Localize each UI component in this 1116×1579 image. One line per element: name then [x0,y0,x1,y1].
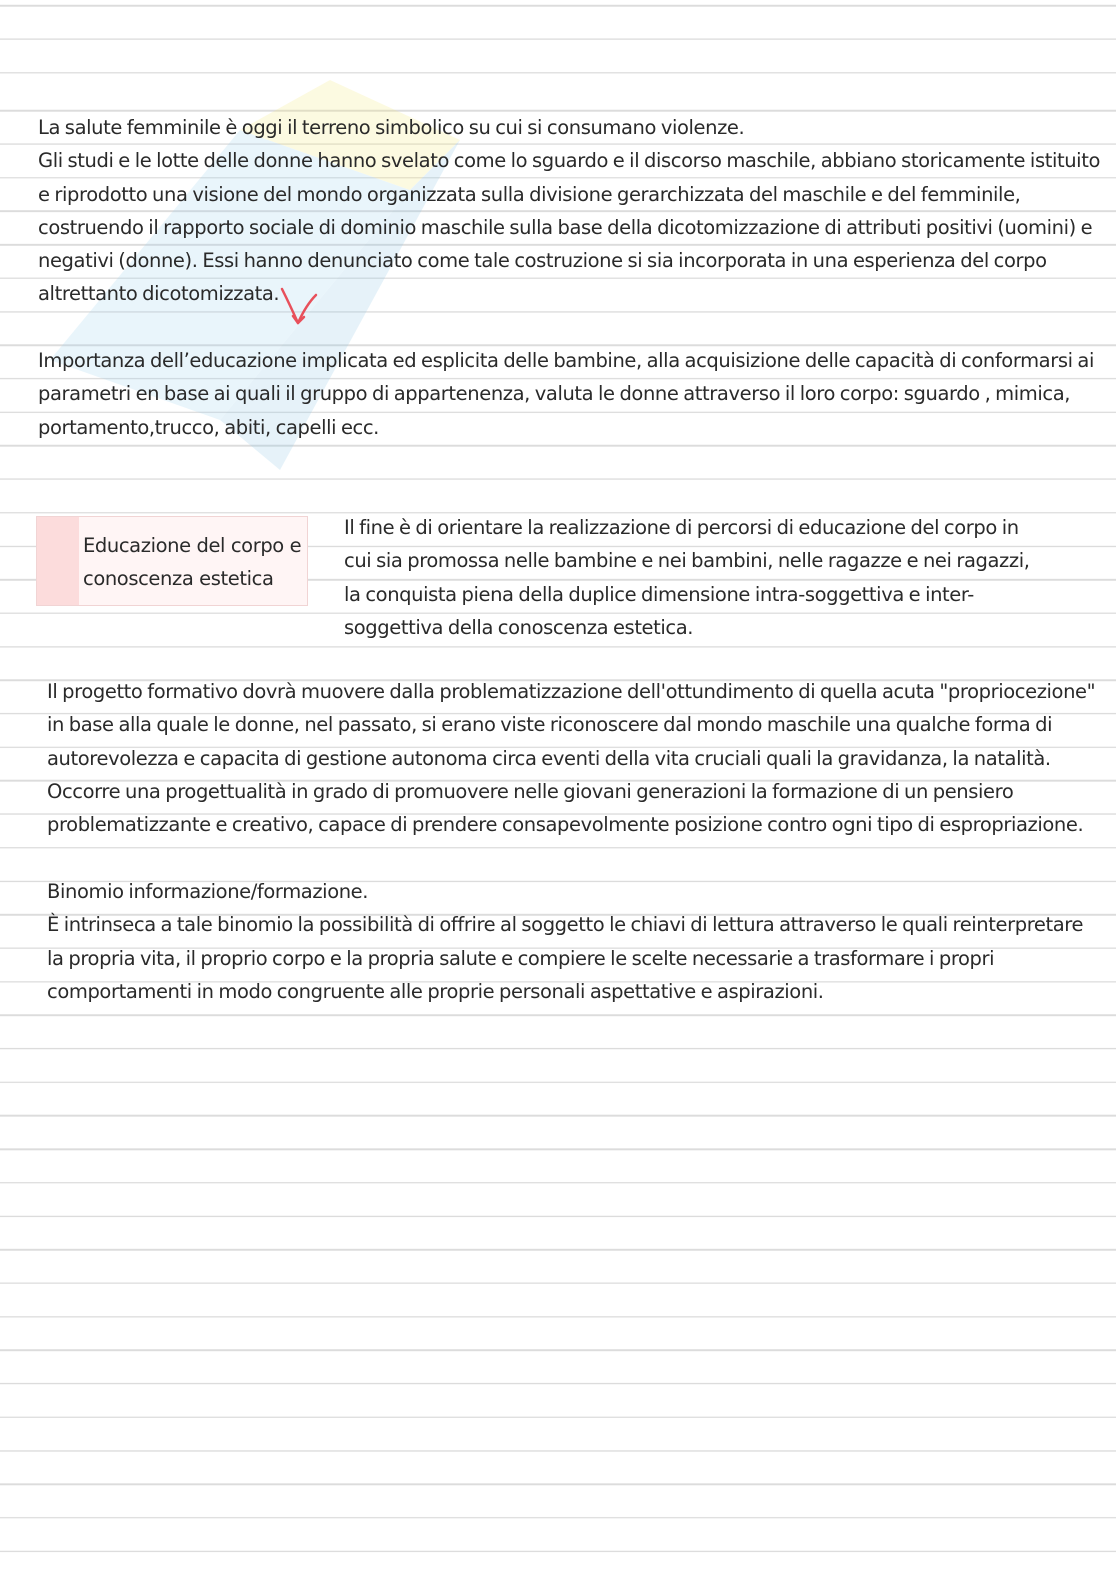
binomial-heading: Binomio informazione/formazione. [47,880,369,903]
callout-title [83,529,301,596]
intro-line: Gli studi e le lotte delle donne hanno svelato come lo sguardo e il discorso maschile, abbiano storicamente istituito [38,149,1100,173]
project-line: in base alla quale le donne, nel passato, si erano viste riconoscere dal mondo maschile una qualche forma di [47,713,1053,737]
goal-line: soggettiva della conoscenza estetica. [344,615,694,639]
project-line: autorevolezza e capacita di gestione autonoma circa eventi della vita cruciali quali la gravidanza, la natalità. [47,746,1051,770]
project-line: Il progetto formativo dovrà muovere dalla problematizzazione dell'ottundimento di quella acuta "propriocezione" [47,680,1096,703]
goal-line: Il fine è di orientare la realizzazione di percorsi di educazione del corpo in [344,516,1019,539]
importance-line: Importanza dell’educazione implicata ed esplicita delle bambine, alla acquisizione delle capacità di conformarsi ai [38,349,1094,372]
topic-callout-box [36,516,308,606]
project-paragraph [47,675,1095,841]
importance-paragraph [38,344,1094,444]
callout-accent-bar [37,517,79,605]
intro-paragraph [38,111,1100,311]
binomial-line: È intrinseca a tale binomio la possibilità di offrire al soggetto le chiavi di lettura attraverso le quali reinterpretare [47,913,1084,937]
goal-paragraph [344,511,1030,644]
binomial-paragraph [47,875,1083,1008]
intro-line: La salute femminile è oggi il terreno simbolico su cui si consumano violenze. [38,116,745,139]
project-line: problematizzante e creativo, capace di prendere consapevolmente posizione contro ogni tipo di espropriazione. [47,813,1084,837]
callout-line: Educazione del corpo e [83,534,302,557]
callout-line: conoscenza estetica [83,567,274,591]
intro-line: altrettanto dicotomizzata. [38,282,280,306]
intro-line: negativi (donne). Essi hanno denunciato come tale costruzione si sia incorporata in una esperienza del corpo [38,249,1047,273]
intro-line: costruendo il rapporto sociale di dominio maschile sulla base della dicotomizzazione di attributi positivi (uomini) e [38,215,1093,239]
goal-line: la conquista piena della duplice dimensione intra-soggettiva e inter- [344,582,974,606]
binomial-line: comportamenti in modo congruente alle proprie personali aspettative e aspirazioni. [47,979,824,1003]
project-line: Occorre una progettualità in grado di promuovere nelle giovani generazioni la formazione di un pensiero [47,779,1014,803]
goal-line: cui sia promossa nelle bambine e nei bambini, nelle ragazze e nei ragazzi, [344,549,1030,573]
importance-line: parametri en base ai quali il gruppo di appartenenza, valuta le donne attraverso il loro corpo: sguardo , mimica, [38,382,1071,406]
intro-line: e riprodotto una visione del mondo organizzata sulla divisione gerarchizzata del maschile e del femminile, [38,182,1021,206]
importance-line: portamento,trucco, abiti, capelli ecc. [38,415,379,439]
arrow-down-icon [278,283,322,331]
binomial-line: la propria vita, il proprio corpo e la propria salute e compiere le scelte necessarie a trasformare i propri [47,946,995,970]
